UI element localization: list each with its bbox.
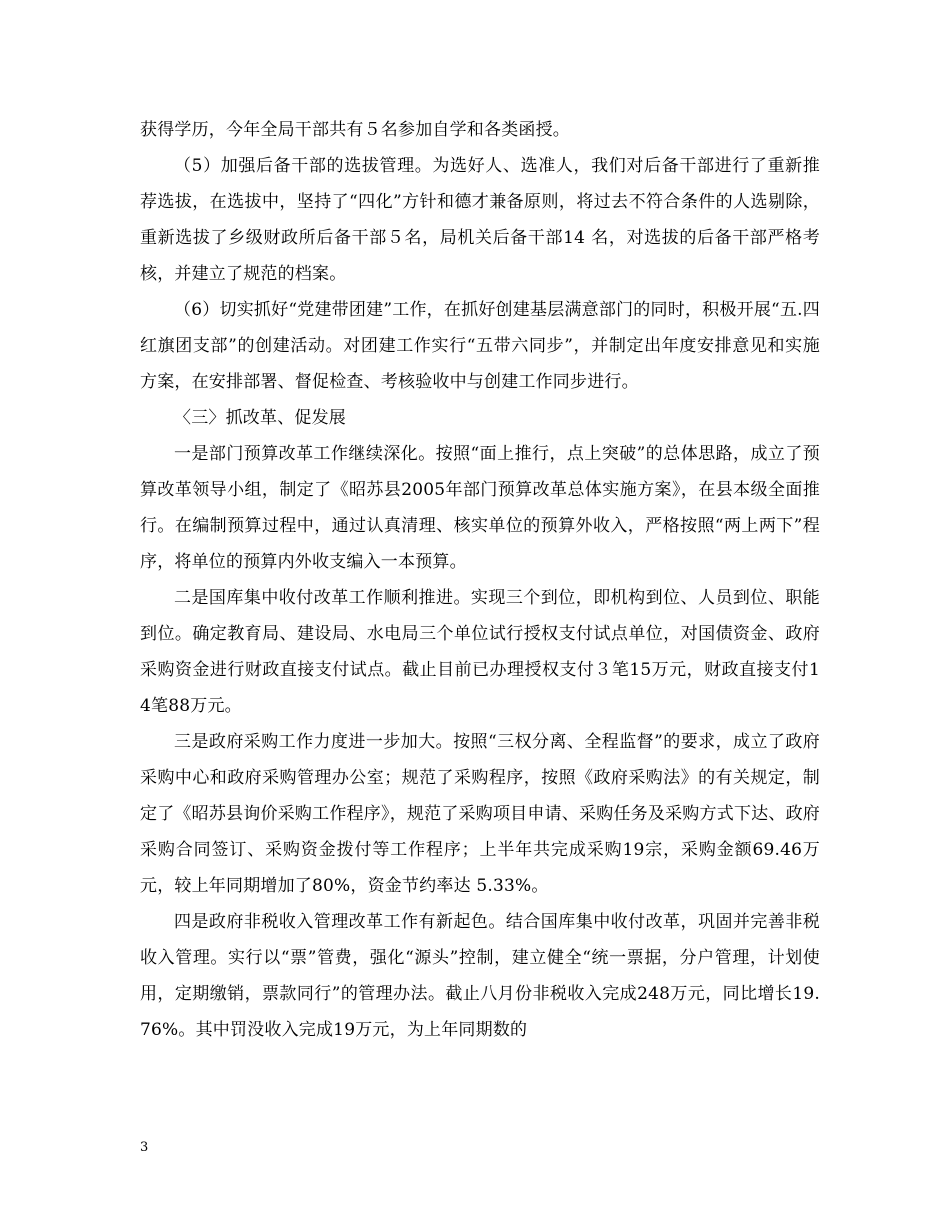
section-heading: 〈三〉抓改革、促发展: [174, 408, 346, 428]
paragraph-2: （5）加强后备干部的选拔管理。为选好人、选准人，我们对后备干部进行了重新推荐选拔，在选拔中，坚持了“四化”方针和德才兼备原则，将过去不符合条件的人选剔除，重新选拔了乡级财政所后备干部５名，局机关后备干部14 名，对选拔的后备干部严格考核，并建立了规范的档案。: [140, 156, 820, 284]
paragraph-6: 二是国库集中收付改革工作顺利推进。实现三个到位，即机构到位、人员到位、职能到位。确定教育局、建设局、水电局三个单位试行授权支付试点单位，对国债资金、政府采购资金进行财政直接支付试点。截止目前已办理授权支付３笔15万元，财政直接支付14笔88万元。: [140, 588, 820, 716]
paragraph-5: 一是部门预算改革工作继续深化。按照“面上推行，点上突破”的总体思路，成立了预算改革领导小组，制定了《昭苏县2005年部门预算改革总体实施方案》，在县本级全面推行。在编制预算过程中，通过认真清理、核实单位的预算外收入，严格按照“两上两下”程序，将单位的预算内外收支编入一本预算。: [140, 444, 820, 572]
document-body: [140, 112, 820, 1048]
page-number: 3: [140, 1140, 149, 1155]
paragraph-8: 四是政府非税收入管理改革工作有新起色。结合国库集中收付改革，巩固并完善非税收入管理。实行以“票”管费，强化“源头”控制，建立健全“统一票据，分户管理，计划使用，定期缴销，票款同行”的管理办法。截止八月份非税收入完成248万元，同比增长19.76%。其中罚没收入完成19万元，为上年同期数的: [140, 912, 820, 1040]
paragraph-3: （6）切实抓好“党建带团建”工作，在抓好创建基层满意部门的同时，积极开展“五.四红旗团支部”的创建活动。对团建工作实行“五带六同步”，并制定出年度安排意见和实施方案，在安排部署、督促检查、考核验收中与创建工作同步进行。: [140, 300, 820, 392]
paragraph-1: 获得学历，今年全局干部共有５名参加自学和各类函授。: [140, 120, 570, 140]
paragraph-7: 三是政府采购工作力度进一步加大。按照“三权分离、全程监督”的要求，成立了政府采购中心和政府采购管理办公室；规范了采购程序，按照《政府采购法》的有关规定，制定了《昭苏县询价采购工作程序》，规范了采购项目申请、采购任务及采购方式下达、政府采购合同签订、采购资金拨付等工作程序；上半年共完成采购19宗，采购金额69.46万元，较上年同期增加了80%，资金节约率达 5.33%。: [140, 732, 820, 896]
